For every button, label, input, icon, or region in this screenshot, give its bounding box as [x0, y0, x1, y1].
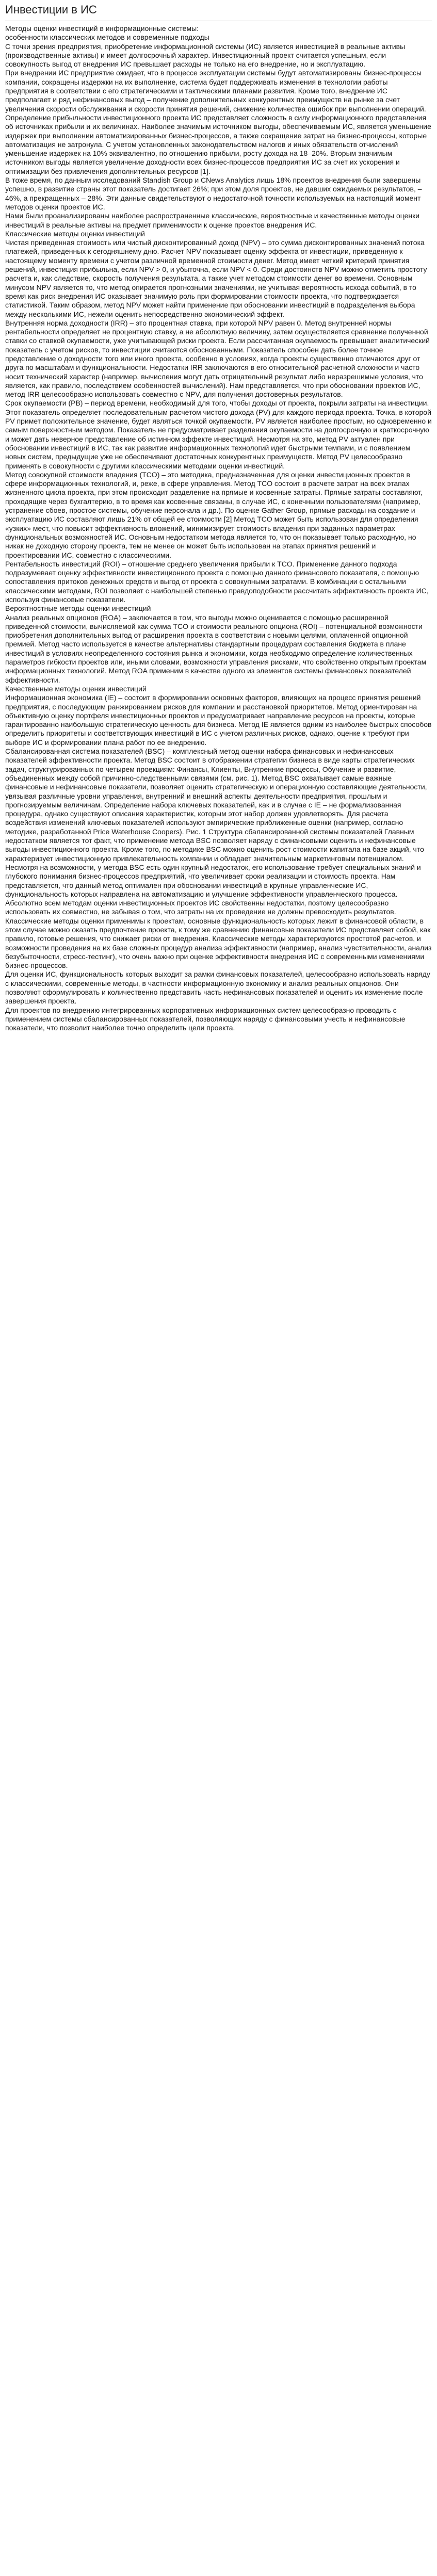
paragraph: Метод совокупной стоимости владения (TCO) – это методика, предназначенная для оценки инвестиционных проектов в сфере информационных технологий, и, реже, в сфере управления. Метод TCO состоит в расчете затрат на всех этапах жизненного цикла проекта, при этом происходит разделение на прямые и косвенные затраты. Прямые затраты составляют, проходящие через бухгалтерию, в то время как косвенные связаны, в случае ИС, с конечными пользователями (например, устранение сбоев, простое системы, обучение персонала и др.). По оценке Gather Group, прямые расходы на создание и эксплуатацию ИС составляют лишь 21% от общей ее стоимости [2] Метод TCO может быть использован для определения «узких» мест, что повысит эффективность вложений, минимизирует стоимость владения при заданных параметрах функциональных возможностей ИС. Основным недостатком метода является то, что он показывает только расходную, но никак не доходную сторону проекта, тем не менее он может быть использован на этапах принятия решений и проектировании ИС, совместно с классическими. [5, 470, 423, 559]
paragraph: Абсолютно всем методам оценки инвестиционных проектов ИС свойственны недостатки, поэтому целесообразно использовать их совместно, не забывая о том, что затраты на их проведение не должны превосходить результатов. Классические методы оценки применимы к проектам, основные функциональность которых лежит в финансовой области, в этом случае можно оказать предпочтение проекта, к тому же сравнению финансовые показатели ИС представляет собой, как правило, готовые решения, что снижает риски от внедрения. Классические методы характеризуются простотой расчетов, и возможности проведения на их базе сложных процедур анализа эффективности (например, анализ чувствительности, анализ безубыточности, стресс-тестинг), что очень важно при оценке эффективности внедрения ИС с современными изменениями бизнес-процессов. [5, 899, 432, 970]
paragraph: Информационная экономика (IE) – состоит в формировании основных факторов, влияющих на процесс принятия решений предприятия, с последующим ранжированием рисков для компании и расстановкой приоритетов. Метод ориентирован на объективную оценку портфеля инвестиционных проектов и предусматривает направление ресурсов на проекты, которые гарантированно наибольшую стратегическую ценность для бизнеса. Метод IE является одним из наиболее быстрых способов определить приоритеты и соответствующих инвестиций в ИС с учетом различных рисков, однако, оценке к требуют при выборе ИС и формировании плана работ по ее внедрению. [5, 693, 432, 747]
article-body [5, 24, 432, 1033]
paragraph: Для проектов по внедрению интегрированных корпоративных информационных систем целесообразно проводить с применением системы сбалансированных показателей, позволяющих наряду с финансовыми учесть и нефинансовые показатели, что позволит наиболее точно определить цели проекта. [5, 1006, 406, 1032]
paragraph: Для оценки ИС, функциональность которых выходит за рамки финансовых показателей, целесообразно использовать наряду с классическими, современные методы, в частности информационную экономику и анализ реальных опционов. Они позволяют сформулировать и количественно представить часть нефинансовых показателей и оценить их изменение после завершения проекта. [5, 970, 430, 1006]
section-heading: Классические методы оценки инвестиций [5, 229, 145, 238]
paragraph: Анализ реальных опционов (ROA) – заключается в том, что выгоды можно оценивается с помощью расширенной приведенной стоимости, вычисляемой как сумма TCO и стоимости реального опциона (ROI) – потенциальной возможности приобретения дополнительных выгод от расширения проекта в соответствии с новыми целями, оплаченной опционной премией. Метод часто используется в качестве альтернативы стандартным процедурам составления бюджета в плане инвестиций в условиях неопределенного состояния рынка и экономики, когда необходимо определение количественных параметров гибкости проектов или, иными словами, возможности управления рисками, что свойственно открытым проектам информационных технологий. Метод ROA применим в качестве одного из элементов системы финансовых показателей эффективности. [5, 613, 427, 684]
paragraph: Методы оценки инвестиций в информационные системы: [5, 24, 199, 33]
paragraph: Сбалансированная система показателей (BSC) – комплексный метод оценки набора финансовых и нефинансовых показателей эффективности проекта. Метод BSC состоит в отображении стратегии бизнеса в виде карты стратегических задач, структурированных по четырем проекциям: Финансы, Клиенты, Внутренние процессы, Обучение и развитие, объединенных между собой причинно-следственными связями (см. рис. 1). Метод BSC охватывает самые важные финансовые и нефинансовые показатели, позволяет оценить стратегическую и операционную составляющие деятельности, увязывая различные уровни управления, внутренний и внешний аспекты деятельности предприятия, прошлым и прогнозируемым величинам. Определение набора ключевых показателей, как и в случае с IE – не формализованная процедура, однако существуют описания характеристик, которым этот набор должен удовлетворять. Для расчета воздействия изменений ключевых показателей используют эмпирические приближенные оценки (например, согласно методике, разработанной Price Waterhouse Coopers). Рис. 1 Структура сбалансированной системы показателей Главным недостатком является тот факт, что применение метода BSC позволяет наряду с финансовыми оценить и нефинансовые выгоды инвестиционного проекта. Кроме того, по методике BSC можно оценить рост стоимости капитала на базе акций, что характеризует инвестиционную привлекательность компании и обладает значительным маркетинговым потенциалом. [5, 747, 427, 863]
paragraph: Рентабельность инвестиций (ROI) – отношение среднего увеличения прибыли к TCO. Применение данного подхода подразумевает оценку эффективности инвестиционного проекта с помощью данного финансового показателя, с помощью сопоставления притоков денежных средств и выгод от проекта с совокупными затратами. В комбинации с остальными классическими методами, ROI позволяет с наибольшей степенью правдоподобности рассчитать эффективность проекта ИС, используя финансовые показатели. [5, 559, 429, 604]
paragraph: Несмотря на возможности, у метода BSC есть один крупный недостаток, его использование требует специальных знаний и глубокого понимания бизнес-процессов предприятий, что увеличивает сроки реализации и стоимость проекта. Нам представляется, что данный метод оптимален при обосновании инвестиций в крупные управленческие ИС, функциональность которых направлена на автоматизацию и улучшение эффективности управленческого процесса. [5, 863, 421, 898]
paragraph: При внедрении ИС предприятие ожидает, что в процессе эксплуатации системы будут автоматизированы бизнес-процессы компании, сокращены издержки на их выполнение, система будет поддерживать изменения в технологии работы предприятия в соответствии с его стратегическими и тактическими планами развития. Кроме того, внедрение ИС предполагает и ряд нефинансовых выгод – получение дополнительных конкурентных преимуществ на рынке за счет увеличения скорости обслуживания и скорости принятия решений, снижение количества ошибок при выполнении операций. [5, 69, 426, 113]
paragraph: С точки зрения предприятия, приобретение информационной системы (ИС) является инвестицией в реальные активы (производственные активы) и имеет долгосрочный характер. Инвестиционный проект считается успешным, если совокупность выгод от внедрения ИС превышает расходы не только на его внедрение, но и эксплуатацию. [5, 42, 406, 69]
section-heading: Качественные методы оценки инвестиций [5, 684, 147, 693]
page-title: Инвестиции в ИС [5, 3, 432, 21]
paragraph: особенности классических методов и современные подходы [5, 33, 209, 42]
section-heading: Вероятностные методы оценки инвестиций [5, 604, 151, 613]
paragraph: Определение прибыльности инвестиционного проекта ИС представляет сложность в силу информационного представления об источниках прибыли и их величинах. Наиболее значимым источником выгоды, обеспечиваемым ИС, является уменьшение издержек при выполнении автоматизированных бизнес-процессов, а также сокращение затрат на бизнес-процессы, которые автоматизация не затронула. С учетом установленных законодательством налогов и иных обязательств отчислений уменьшение издержек на 10% эквивалентно, по отношению прибыли, росту дохода на 18–20%. Вторым значимым источником выгоды является увеличение доходности всех бизнес-процессов предприятия ИС за счет их ускорения и оптимизации без привлечения дополнительных ресурсов [1]. [5, 113, 431, 175]
paragraph: Срок окупаемости (PB) – период времени, необходимый для того, чтобы доходы от проекта, покрыли затраты на инвестиции. Этот показатель определяет последовательным расчетом чистого дохода (PV) для каждого периода проекта. Точка, в которой PV примет положительное значение, будет являться точкой окупаемости. PV является наиболее простым, но одновременно и самым поверхностным методом. Показатель не предусматривает разделения окупаемости на долгосрочную и краткосрочную и может дать неверное представление об истинном эффекте инвестиций. Несмотря на это, метод PV актуален при обосновании инвестиций в ИС, так как развитие информационных технологий идет быстрыми темпами, и с появлением новых систем, предыдущие уже не обеспечивают достаточных конкурентных преимуществ. Метод PV целесообразно применять в совокупности с другими классическими методами оценки инвестиций. [5, 399, 432, 470]
paragraph: В тоже время, по данным исследований Standish Group и CNews Analytics лишь 18% проектов внедрения были завершены успешно, в развитие страны этот показатель достигает 26%; при этом доля проектов, не давших ожидаемых результатов, – 46%, а прекращенных – 28%. Эти данные свидетельствуют о недостаточной точности используемых на настоящий момент методов оценки проектов ИС. [5, 176, 422, 211]
paragraph: Внутренняя норма доходности (IRR) – это процентная ставка, при которой NPV равен 0. Метод внутренней нормы рентабельности определяет не процентную ставку, а не абсолютную величину, затем осуществляется сравнение полученной ставки со ставкой окупаемости, уже учитывающей риски проекта. Если рассчитанная окупаемость превышает аналитический показатель с учетом рисков, то инвестиции считаются обоснованными. Показатель способен дать более точное представление о доходности того или иного проекта, особенно в условиях, когда проекты существенно отличаются друг от друга по масштабам и функциональности. Недостатки IRR заключаются в его относительной расчетной сложности и часто носит технический характер (например, вычисления могут дать отрицательный результат либо неразрешимые условия, что является, как правило, последствием особенностей вычислений). Нам представляется, что при обосновании проектов ИС, метод IRR целесообразно использовать совместно с NPV, для получения достоверных результатов. [5, 318, 430, 399]
paragraph: Чистая приведенная стоимость или чистый дисконтированный доход (NPV) – это сумма дисконтированных значений потока платежей, приведенных к сегодняшнему дню. Расчет NPV показывает оценку эффекта от инвестиции, приведенную к настоящему моменту времени с учетом различной временной стоимости денег. Метод имеет четкий критерий принятия решений, инвестиция прибыльна, если NPV > 0, и убыточна, если NPV < 0. Среди достоинств NPV можно отметить простоту расчета и, как следствие, скорость получения результата, а также учет методом стоимости денег во времени. Основным минусом NPV является то, что метод опирается прогнозными значениями, не учитывая вероятность исхода событий, в то время как риск внедрения ИС оказывает значимую роль при формировании стоимости проекта, что подтверждается статистикой. Таким образом, метод NPV может найти применение при обосновании инвестиций в подразделения выбора между несколькими ИС, нежели оценить непосредственно экономический эффект. [5, 238, 427, 318]
paragraph: Нами были проанализированы наиболее распространенные классические, вероятностные и качественные методы оценки инвестиций в реальные активы на предмет применимости к оценке проектов внедрения ИС. [5, 212, 420, 229]
page [0, 0, 437, 1033]
